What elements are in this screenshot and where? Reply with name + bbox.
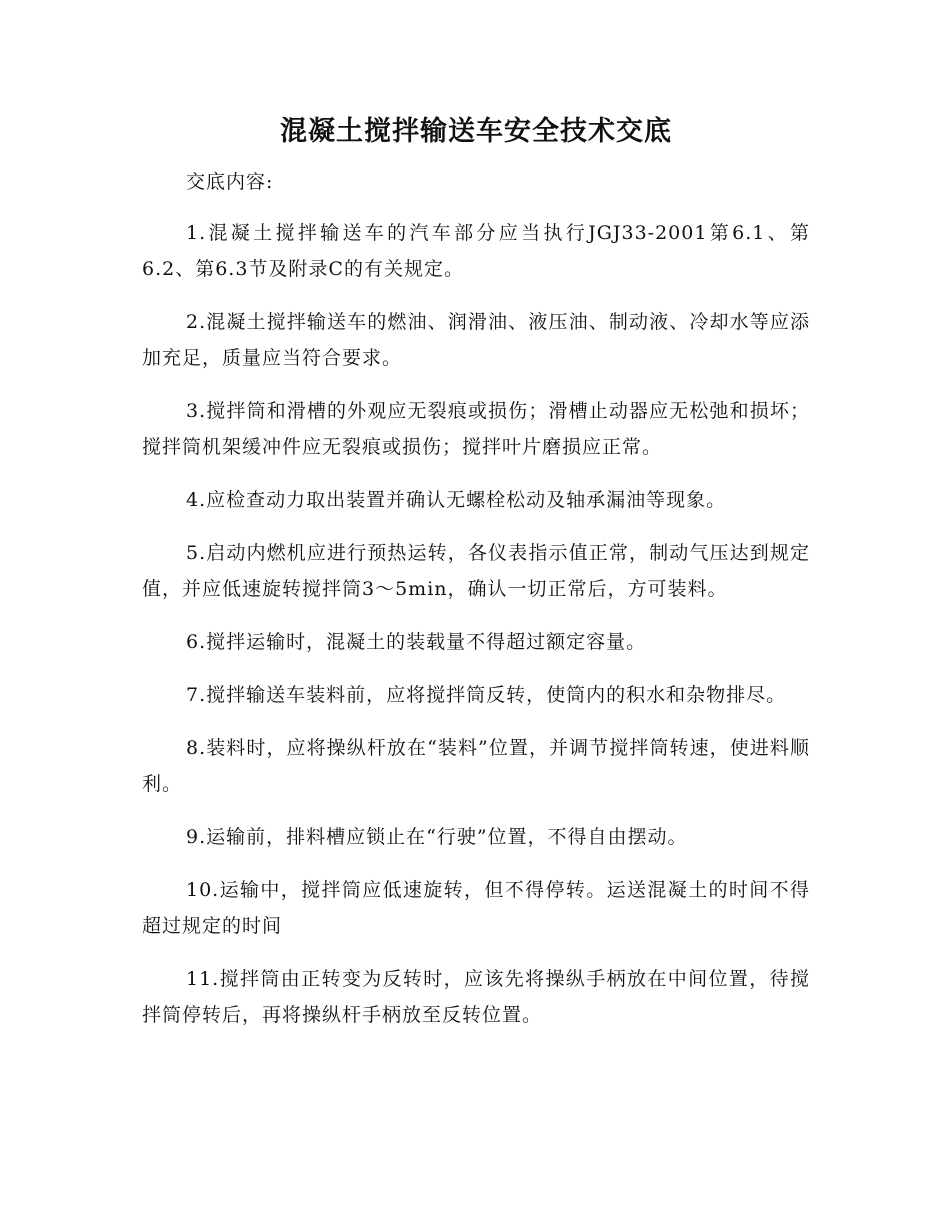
document-page [142,112,810,1033]
paragraph-6: 6.搅拌运输时，混凝土的装载量不得超过额定容量。 [186,631,647,653]
paragraph-7: 7.搅拌输送车装料前，应将搅拌筒反转，使筒内的积水和杂物排尽。 [186,684,787,706]
intro-line: 交底内容: [186,171,274,193]
paragraph-10: 10.运输中，搅拌筒应低速旋转，但不得停转。运送混凝土的时间不得超过规定的时间 [142,879,810,937]
paragraph-3: 3.搅拌筒和滑槽的外观应无裂痕或损伤；滑槽止动器应无松弛和损坏；搅拌筒机架缓冲件应无裂痕或损伤；搅拌叶片磨损应正常。 [142,400,810,458]
paragraph-1: 1.混凝土搅拌输送车的汽车部分应当执行JGJ33-2001第6.1、第6.2、第6.3节及附录C的有关规定。 [142,222,810,280]
document-title: 混凝土搅拌输送车安全技术交底 [280,116,672,147]
paragraph-2: 2.混凝土搅拌输送车的燃油、润滑油、液压油、制动液、冷却水等应添加充足，质量应当符合要求。 [142,311,810,369]
paragraph-4: 4.应检查动力取出装置并确认无螺栓松动及轴承漏油等现象。 [186,489,727,511]
paragraph-5: 5.启动内燃机应进行预热运转，各仪表指示值正常，制动气压达到规定值，并应低速旋转搅拌筒3～5min，确认一切正常后，方可装料。 [142,542,810,600]
paragraph-11: 11.搅拌筒由正转变为反转时，应该先将操纵手柄放在中间位置，待搅拌筒停转后，再将操纵杆手柄放至反转位置。 [142,968,810,1026]
paragraph-8: 8.装料时，应将操纵杆放在“装料”位置，并调节搅拌筒转速，使进料顺利。 [142,737,810,795]
paragraph-9: 9.运输前，排料槽应锁止在“行驶”位置，不得自由摆动。 [186,826,688,848]
